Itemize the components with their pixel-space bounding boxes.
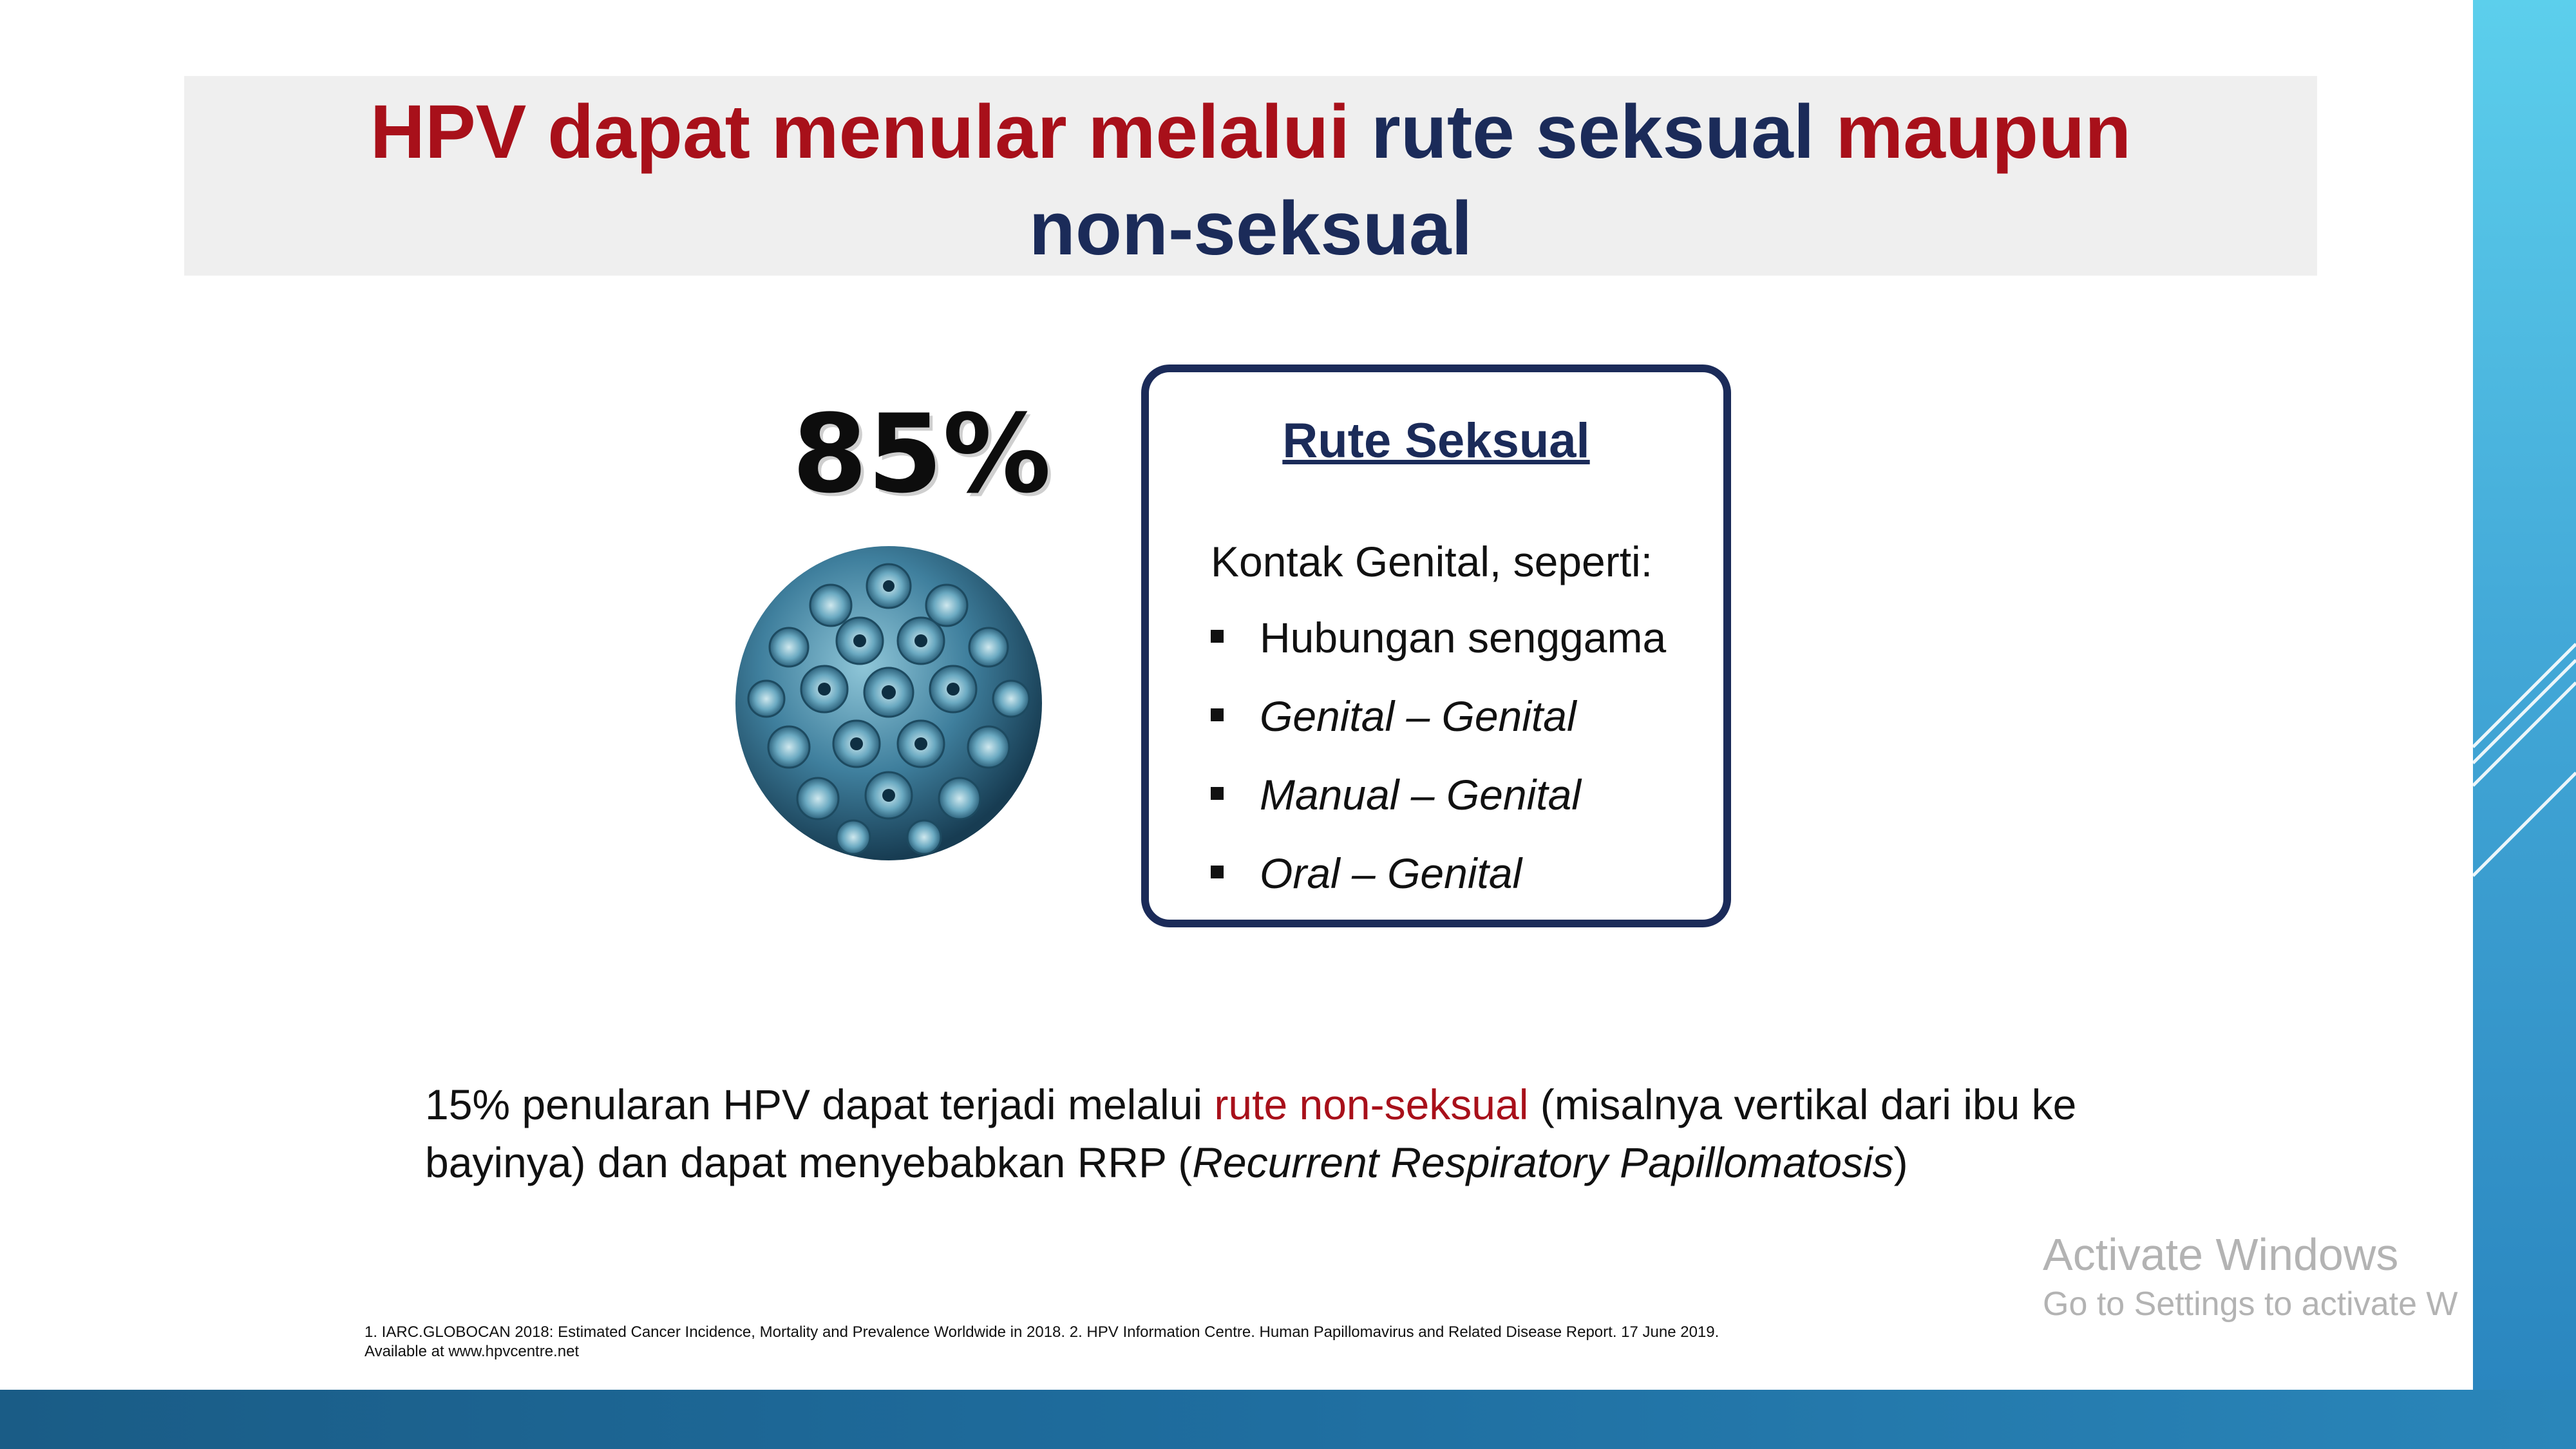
- right-decorative-panel: [2473, 0, 2576, 1390]
- title-part-2: rute seksual: [1370, 90, 1815, 175]
- non-sexual-highlight: rute non-seksual: [1214, 1081, 1529, 1128]
- route-box-title: Rute Seksual: [1282, 413, 1590, 468]
- percent-stat: 85%: [792, 391, 1052, 517]
- activate-windows-watermark: [2043, 1227, 2458, 1327]
- list-item: Oral – Genital: [1211, 848, 1666, 926]
- list-item: Genital – Genital: [1211, 690, 1666, 769]
- title-line-2: non-seksual: [1028, 186, 1473, 271]
- rrp-term: Recurrent Respiratory Papillomatosis: [1192, 1139, 1894, 1186]
- sexual-route-box: [1141, 365, 1731, 927]
- title-part-1: HPV dapat menular melalui: [370, 90, 1371, 175]
- watermark-line-2: Go to Settings to activate W: [2043, 1285, 2458, 1323]
- footnote: [365, 1323, 1910, 1361]
- square-bullet-icon: [1211, 708, 1224, 721]
- non-sexual-route-paragraph: 15% penularan HPV dapat terjadi melalui rute non-seksual (misalnya vertikal dari ibu ke bayinya) dan dapat menyebabkan RRP (Recurrent Respiratory Papillomatosis): [425, 1081, 2077, 1186]
- bottom-accent-bar: [0, 1390, 2576, 1449]
- slide-title: [184, 84, 2317, 277]
- diagonal-lines-decoration: [2473, 0, 2576, 1390]
- footnote-line-2: Available at www.hpvcentre.net: [365, 1343, 580, 1360]
- square-bullet-icon: [1211, 630, 1224, 643]
- watermark-line-1: Activate Windows: [2043, 1229, 2399, 1280]
- square-bullet-icon: [1211, 787, 1224, 800]
- square-bullet-icon: [1211, 866, 1224, 878]
- list-item: Hubungan senggama: [1211, 612, 1666, 690]
- list-item: Manual – Genital: [1211, 769, 1666, 848]
- hpv-virus-image: [728, 535, 1050, 863]
- footnote-line-1: 1. IARC.GLOBOCAN 2018: Estimated Cancer Incidence, Mortality and Prevalence Worldwide in 2018. 2. HPV Information Centre. Human Papillomavirus and Related Disease Report. 17 June 2019.: [365, 1323, 1719, 1341]
- route-list: [1211, 612, 1666, 926]
- title-part-3: maupun: [1814, 90, 2132, 175]
- route-box-intro: Kontak Genital, seperti:: [1211, 538, 1653, 585]
